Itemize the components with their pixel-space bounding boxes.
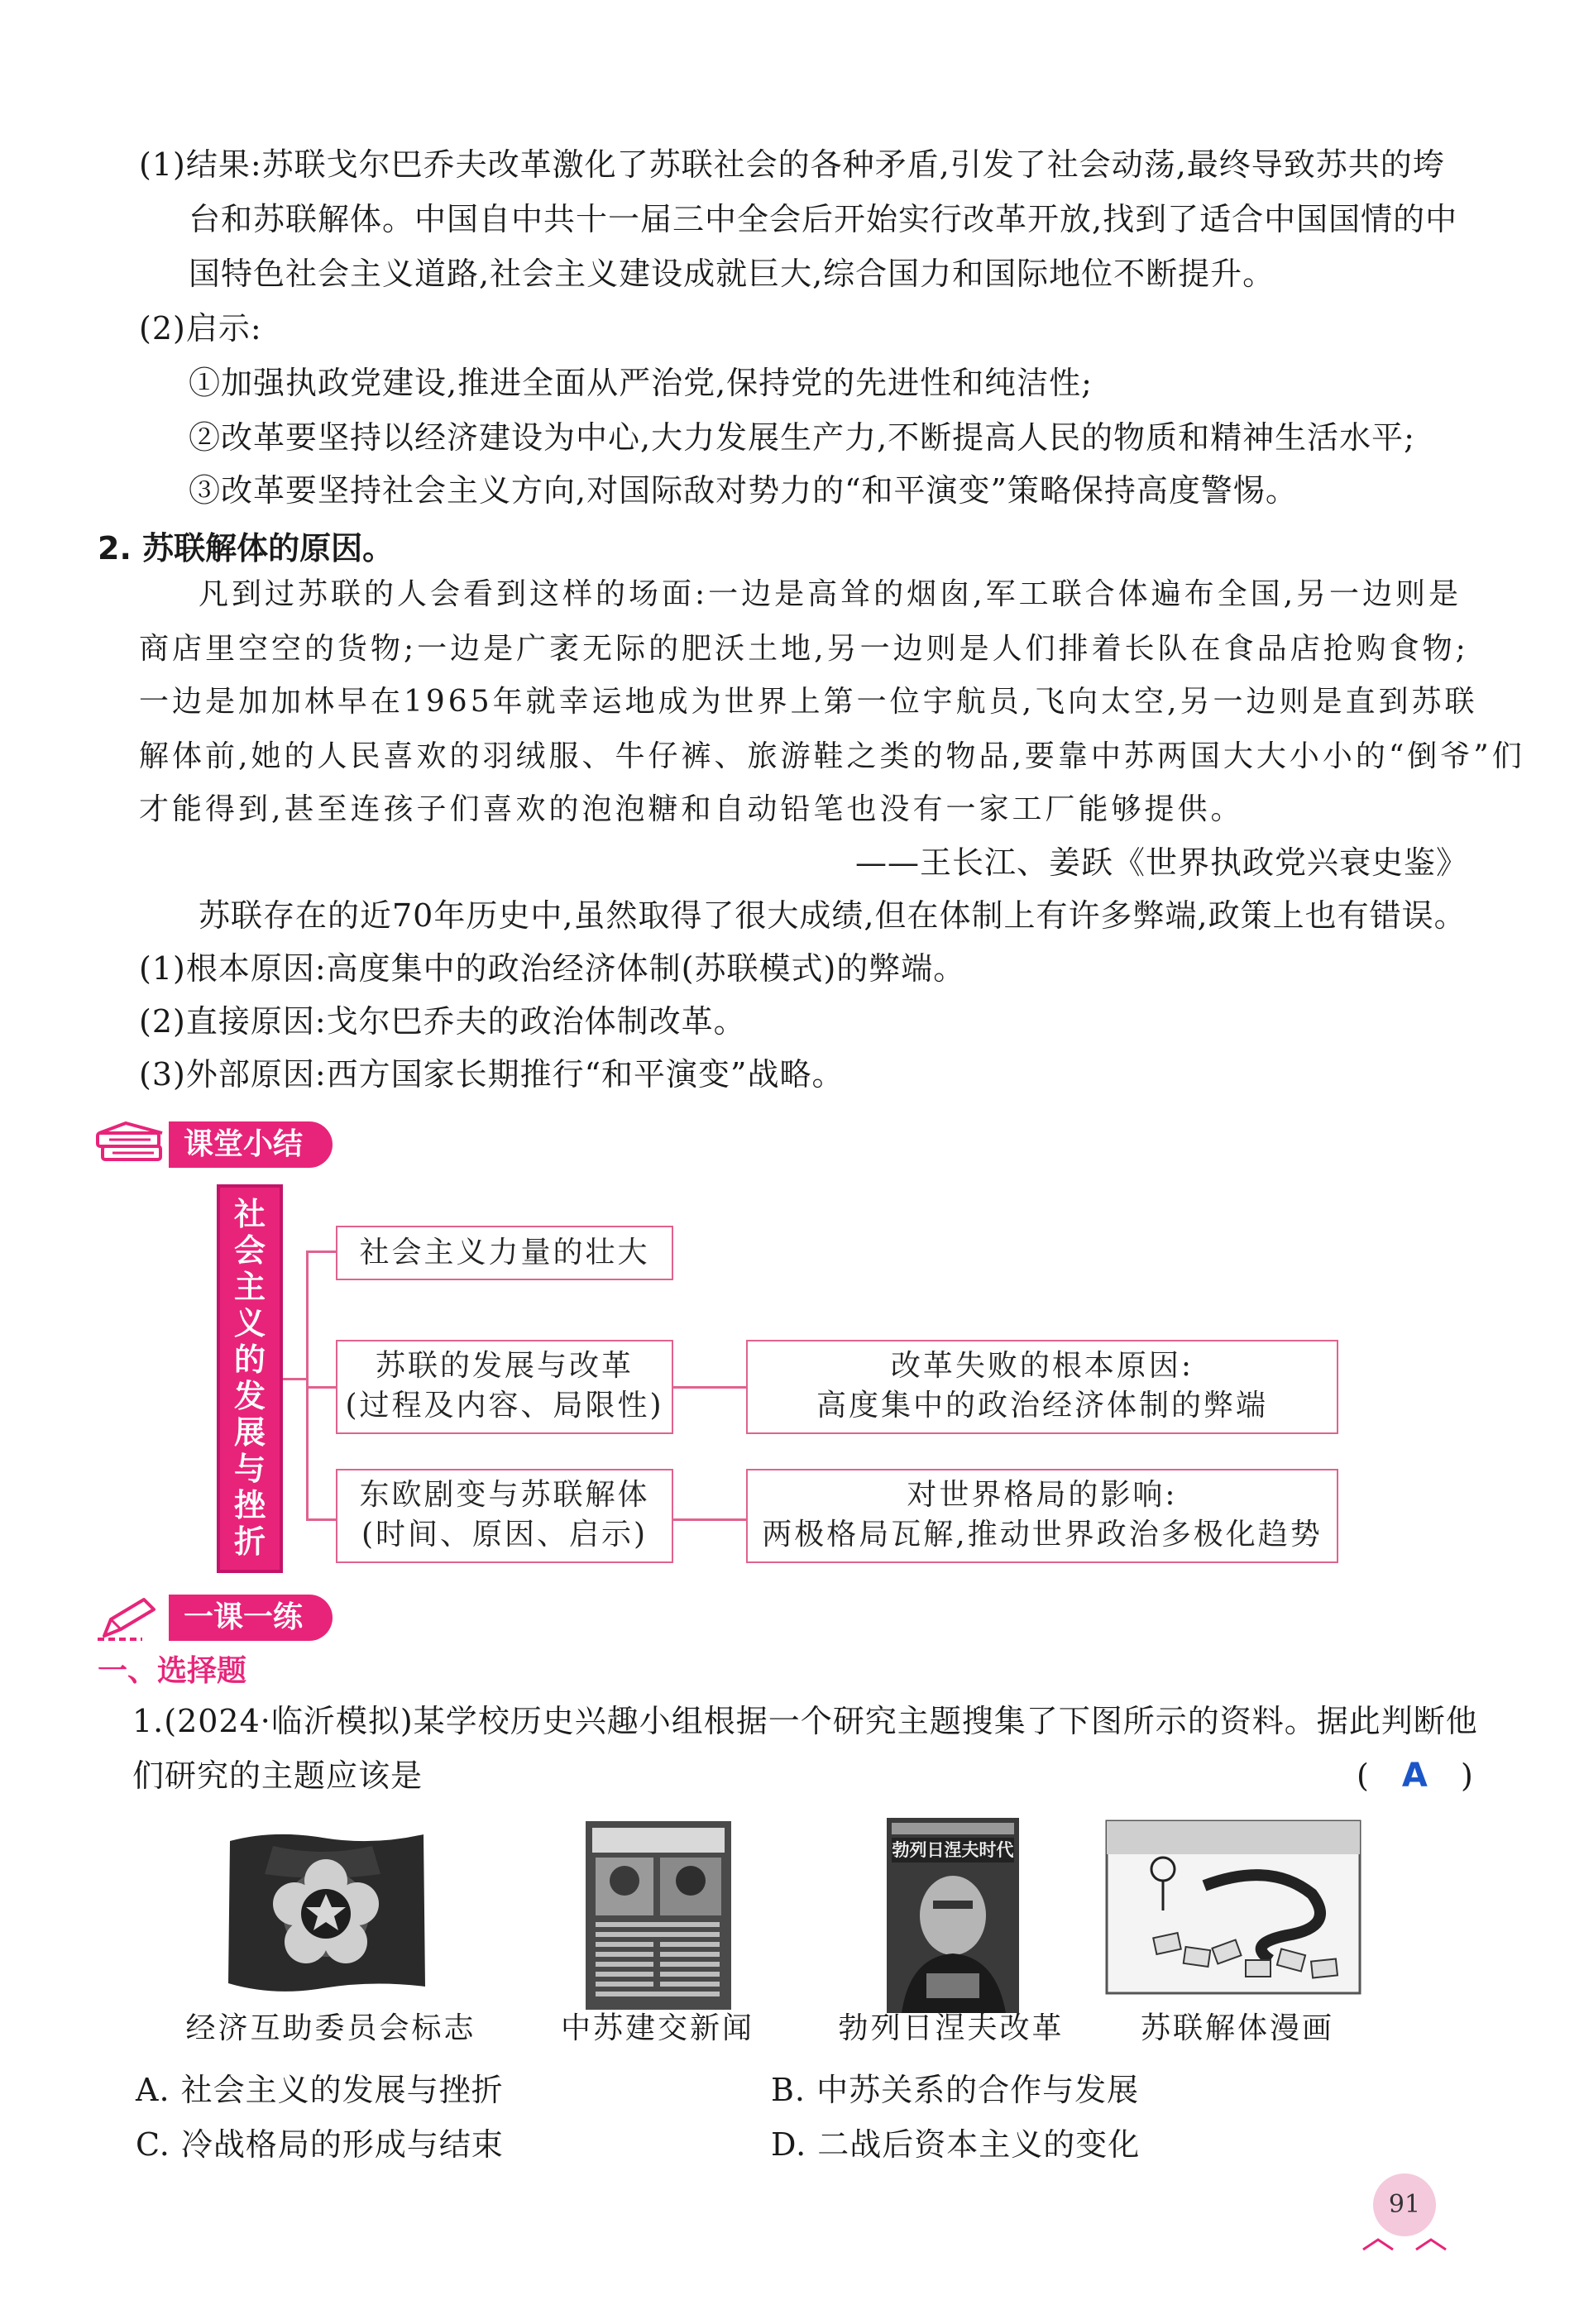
chevron-decoration-icon (1357, 2233, 1452, 2258)
section2-heading: 2. 苏联解体的原因。 (98, 530, 395, 567)
cause-2: (2)直接原因:戈尔巴乔夫的政治体制改革。 (139, 1003, 746, 1040)
concept-node-3 (336, 1469, 673, 1563)
concept-node-3-line1: 东欧剧变与苏联解体 (359, 1478, 650, 1512)
newspaper-image (584, 1820, 733, 2011)
image-caption-4: 苏联解体漫画 (1140, 2011, 1334, 2045)
image-caption-2: 中苏建交新闻 (560, 2011, 754, 2045)
results-line2: 台和苏联解体。中国自中共十一届三中全会后开始实行改革开放,找到了适合中国国情的中 (189, 201, 1458, 237)
inspiration-item-1: ①加强执政党建设,推进全面从严治党,保持党的先进性和纯洁性; (189, 365, 1093, 401)
magazine-title: 勃列日涅夫时代 (892, 1840, 1014, 1860)
books-icon (93, 1121, 169, 1171)
summary-tab (169, 1121, 333, 1168)
option-a[interactable]: A. 社会主义的发展与挫折 (136, 2072, 504, 2108)
connector (306, 1250, 309, 1520)
practice-tab (169, 1595, 333, 1641)
quote-line-3: 一边是加加林早在1965年就幸运地成为世界上第一位宇航员,飞向太空,另一边则是直到苏联 (139, 685, 1478, 719)
answer-mark: A (1401, 1757, 1428, 1795)
connector (673, 1386, 746, 1389)
connector (306, 1518, 336, 1521)
cartoon-image (1105, 1820, 1361, 1995)
results-line1: 苏联戈尔巴乔夫改革激化了苏联社会的各种矛盾,引发了社会动荡,最终导致苏共的垮 (261, 146, 1445, 183)
results-paragraph (139, 144, 1445, 185)
answer-close: ) (1460, 1757, 1474, 1794)
connector (673, 1518, 746, 1521)
concept-node-1 (336, 1226, 673, 1280)
concept-node-2-right-line2: 高度集中的政治经济体制的弊端 (816, 1389, 1268, 1423)
section2-summary: 苏联存在的近70年历史中,虽然取得了很大成绩,但在体制上有许多弊端,政策上也有错误。 (199, 897, 1467, 934)
concept-node-3-line2: (时间、原因、启示) (361, 1518, 648, 1552)
pencil-icon (93, 1595, 169, 1644)
answer-open: ( (1357, 1757, 1370, 1794)
option-b[interactable]: B. 中苏关系的合作与发展 (771, 2072, 1140, 2108)
practice-tab-label: 一课一练 (184, 1600, 304, 1634)
concept-map-title-box (217, 1184, 283, 1573)
image-caption-1: 经济互助委员会标志 (185, 2011, 476, 2045)
option-c[interactable]: C. 冷战格局的形成与结束 (136, 2126, 504, 2163)
image-caption-3: 勃列日涅夫改革 (838, 2011, 1065, 2045)
connector (306, 1250, 336, 1253)
inspiration-item-2: ②改革要坚持以经济建设为中心,大力发展生产力,不断提高人民的物质和精神生活水平; (189, 419, 1415, 456)
results-line3: 国特色社会主义道路,社会主义建设成就巨大,综合国力和国际地位不断提升。 (189, 256, 1275, 292)
magazine-cover-image (885, 1816, 1021, 2015)
inspiration-item-3: ③改革要坚持社会主义方向,对国际敌对势力的“和平演变”策略保持高度警惕。 (189, 472, 1298, 509)
results-label: (1)结果: (139, 146, 262, 183)
concept-node-2-right-line1: 改革失败的根本原因: (890, 1349, 1194, 1383)
quote-source: ——王长江、姜跃《世界执政党兴衰史鉴》 (854, 844, 1468, 881)
question-1-line1: 1.(2024·临沂模拟)某学校历史兴趣小组根据一个研究主题搜集了下图所示的资料。据此判断他 (132, 1703, 1478, 1739)
quote-line-5: 才能得到,甚至连孩子们喜欢的泡泡糖和自动铅笔也没有一家工厂能够提供。 (139, 792, 1244, 826)
inspiration-label: (2)启示: (139, 310, 262, 347)
connector (283, 1378, 308, 1380)
cause-1: (1)根本原因:高度集中的政治经济体制(苏联模式)的弊端。 (139, 950, 966, 987)
quote-line-2: 商店里空空的货物;一边是广袤无际的肥沃土地,另一边则是人们排着长队在食品店抢购食物; (139, 632, 1469, 666)
concept-map-title: 社会主义的发展与挫折 (233, 1196, 266, 1560)
option-d[interactable]: D. 二战后资本主义的变化 (771, 2126, 1141, 2163)
exercise-section-title: 一、选择题 (98, 1654, 247, 1688)
cause-3: (3)外部原因:西方国家长期推行“和平演变”战略。 (139, 1056, 845, 1093)
quote-line-4: 解体前,她的人民喜欢的羽绒服、牛仔裤、旅游鞋之类的物品,要靠中苏两国大大小小的“倒爷”们 (139, 739, 1525, 773)
concept-node-2 (336, 1340, 673, 1434)
summary-tab-label: 课堂小结 (184, 1127, 304, 1161)
comecon-flag-image (223, 1824, 430, 1996)
concept-node-3-right-line2: 两极格局瓦解,推动世界政治多极化趋势 (762, 1518, 1323, 1552)
concept-node-2-line1: 苏联的发展与改革 (375, 1349, 634, 1383)
quote-line-1: 凡到过苏联的人会看到这样的场面:一边是高耸的烟囱,军工联合体遍布全国,另一边则是 (199, 577, 1462, 611)
question-1-line2: 们研究的主题应该是 (132, 1757, 424, 1794)
concept-node-2-line2: (过程及内容、局限性) (345, 1389, 664, 1423)
concept-node-3-right (746, 1469, 1338, 1563)
answer-bracket (1357, 1755, 1474, 1796)
concept-node-3-right-line1: 对世界格局的影响: (907, 1478, 1178, 1512)
concept-node-1-text: 社会主义力量的壮大 (359, 1236, 650, 1270)
page-number: 91 (1373, 2173, 1436, 2236)
connector (306, 1386, 336, 1389)
concept-node-2-right (746, 1340, 1338, 1434)
